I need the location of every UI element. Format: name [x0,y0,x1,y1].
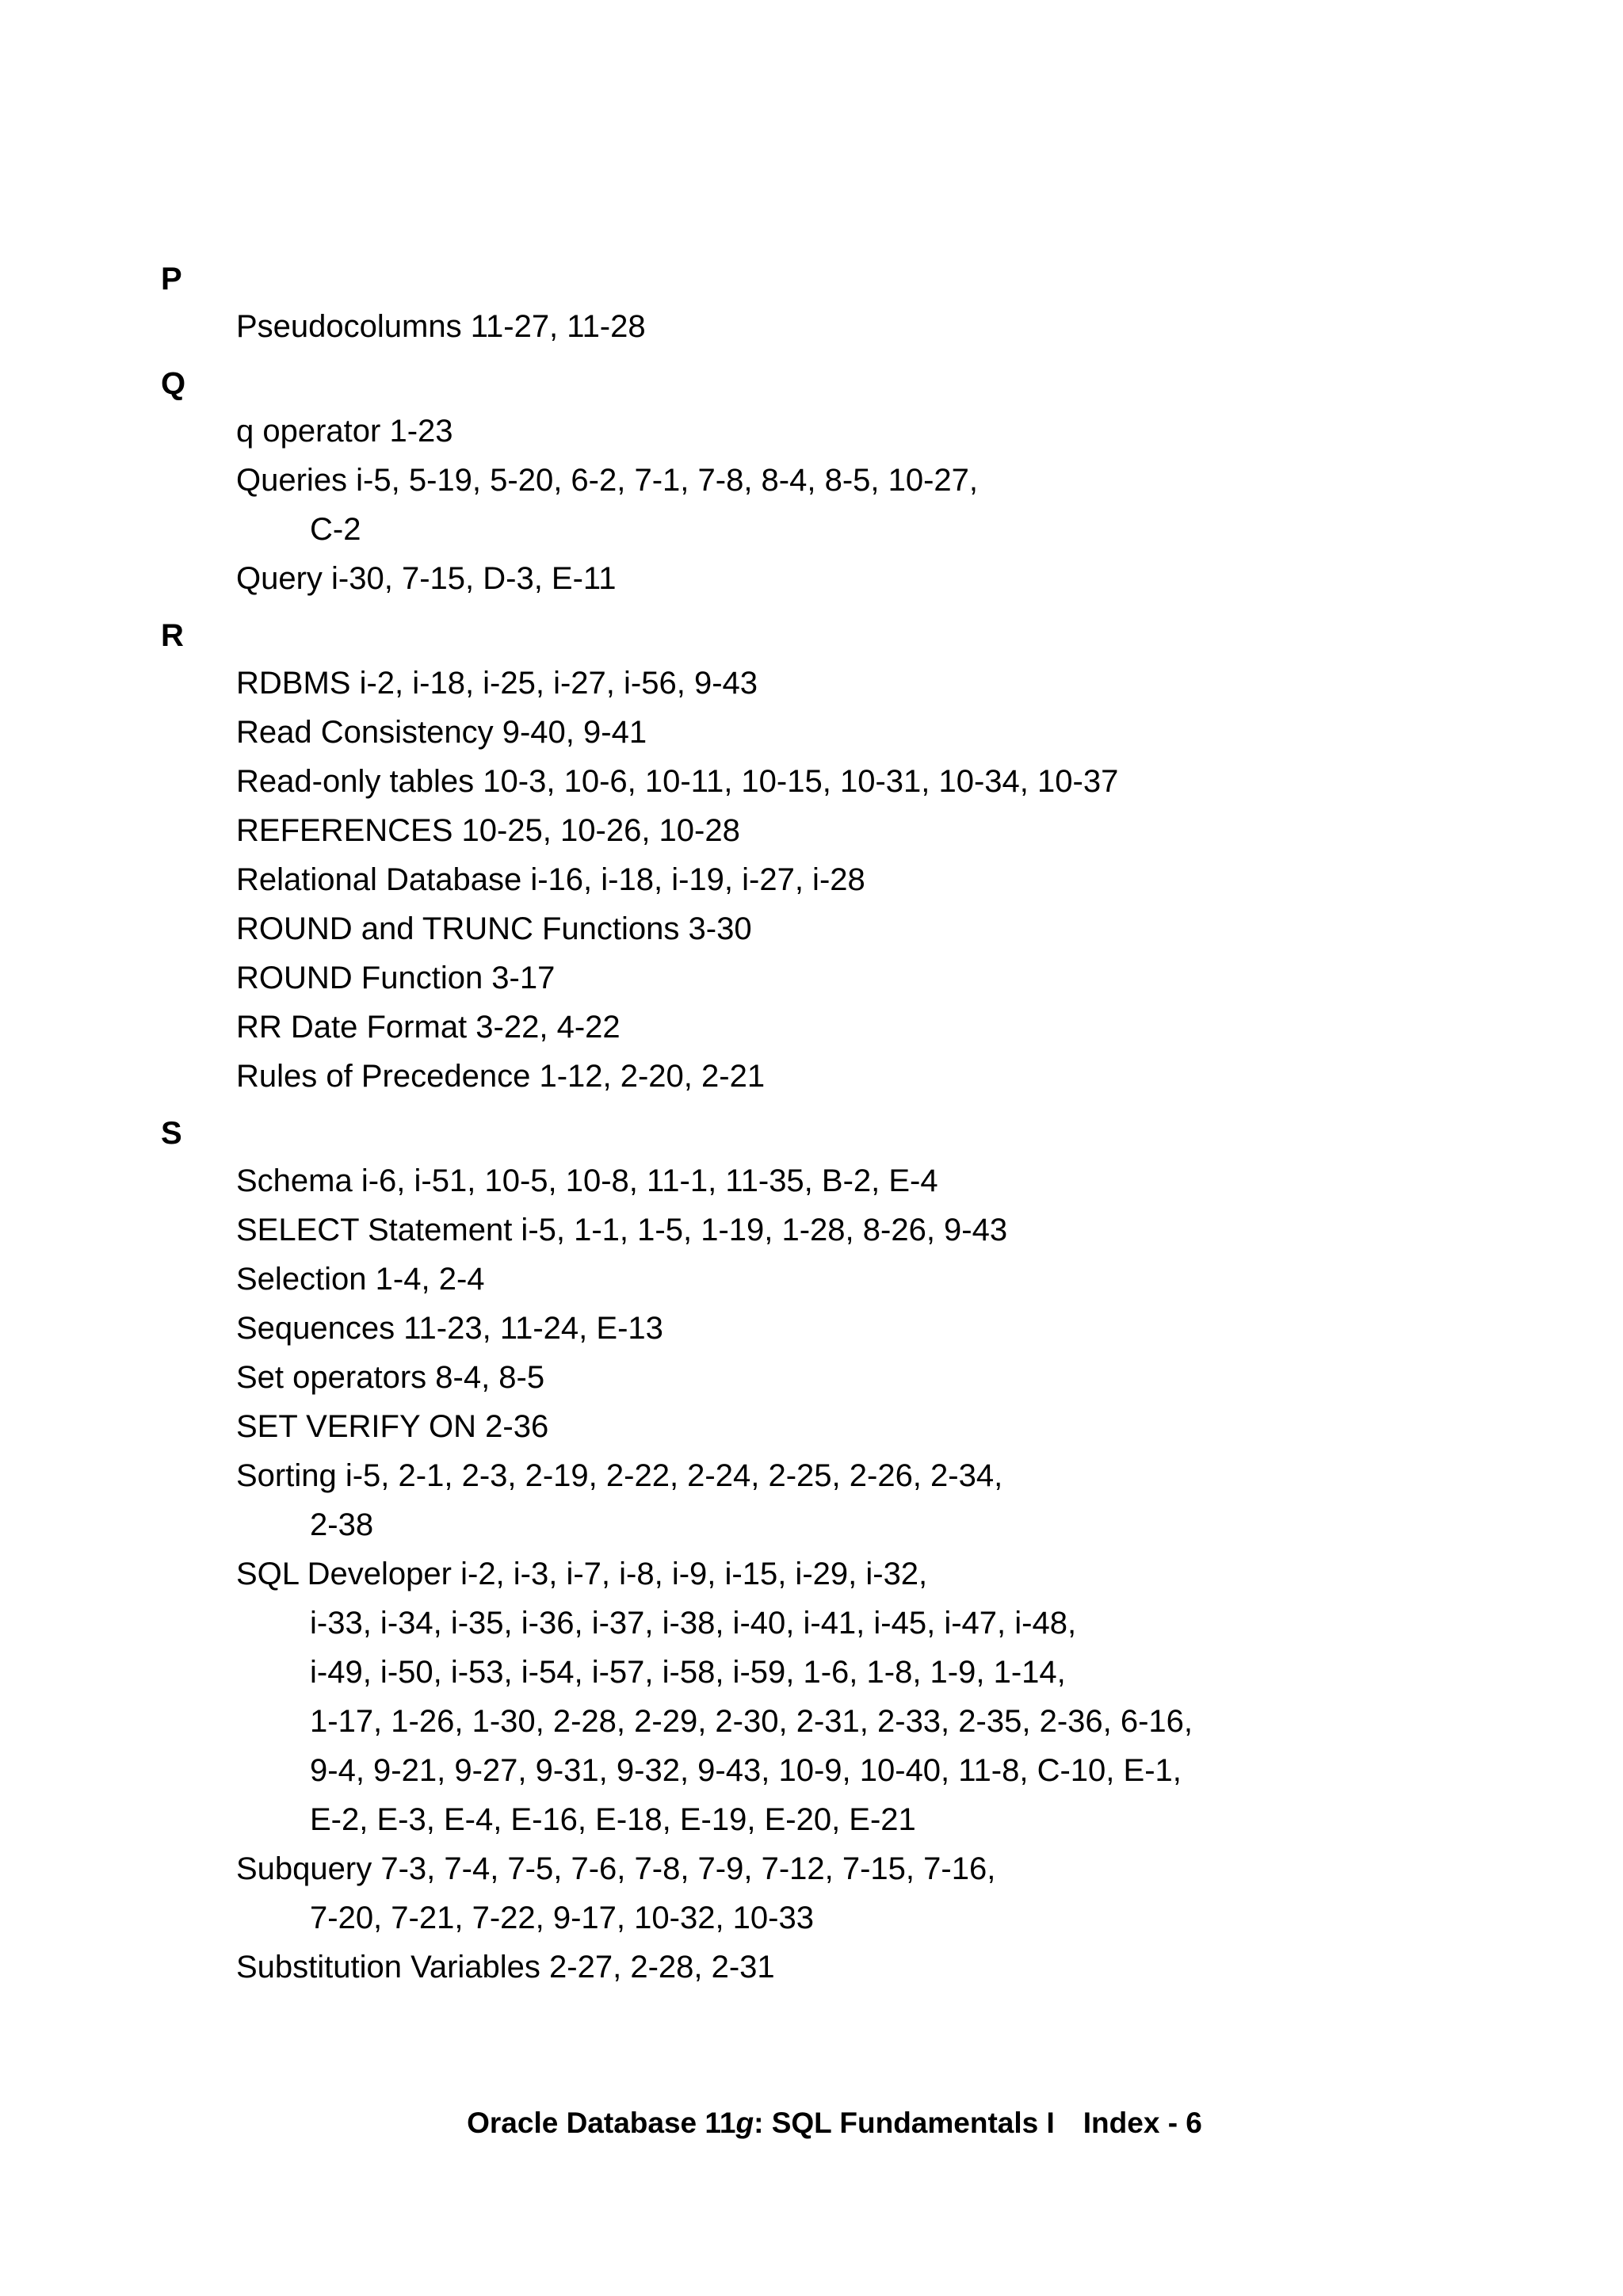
index-entry-text: Relational Database i-16, i-18, i-19, i-27, i-28 [236,862,865,897]
index-entry-text: Sorting i-5, 2-1, 2-3, 2-19, 2-22, 2-24, 2-25, 2-26, 2-34, [236,1458,1003,1493]
index-entry-text: Subquery 7-3, 7-4, 7-5, 7-6, 7-8, 7-9, 7-12, 7-15, 7-16, [236,1851,996,1886]
index-entry [161,1549,1461,1844]
index-entry [161,407,1461,456]
index-entry [161,1451,1461,1549]
index-entry-continuation: 9-4, 9-21, 9-27, 9-31, 9-32, 9-43, 10-9, 10-40, 11-8, C-10, E-1, [310,1753,1182,1788]
index-page [161,256,1461,1992]
index-entry-text: q operator 1-23 [236,414,453,449]
index-entry-text: Query i-30, 7-15, D-3, E-11 [236,561,617,596]
index-entry-text: Sequences 11-23, 11-24, E-13 [236,1311,663,1346]
index-entry [161,757,1461,806]
index-sections [161,256,1461,1992]
index-entry [161,953,1461,1003]
index-section-q [161,361,1461,603]
index-entry-text: ROUND Function 3-17 [236,961,556,995]
index-entry-continuation: C-2 [310,512,361,547]
index-entry-text: RR Date Format 3-22, 4-22 [236,1010,621,1045]
index-entry [161,904,1461,953]
index-entry [161,1304,1461,1353]
footer-page-number: Index - 6 [1083,2107,1202,2139]
index-entry-text: Schema i-6, i-51, 10-5, 10-8, 11-1, 11-35, B-2, E-4 [236,1163,938,1198]
section-letter-heading: R [161,618,184,653]
index-section-s [161,1110,1461,1992]
index-entry [161,806,1461,855]
index-entry-continuation: 2-38 [310,1507,374,1542]
index-entry-text: Read Consistency 9-40, 9-41 [236,715,647,750]
index-entry [161,659,1461,708]
index-section-r [161,613,1461,1101]
index-entry-continuation: i-49, i-50, i-53, i-54, i-57, i-58, i-59, 1-6, 1-8, 1-9, 1-14, [310,1655,1066,1690]
index-section-p [161,256,1461,351]
index-entry [161,1052,1461,1101]
index-entry-continuation: i-33, i-34, i-35, i-36, i-37, i-38, i-40, i-41, i-45, i-47, i-48, [310,1606,1077,1641]
index-entry [161,1844,1461,1943]
index-entry [161,1156,1461,1205]
index-entry [161,1003,1461,1052]
index-entry-text: ROUND and TRUNC Functions 3-30 [236,911,752,946]
index-entry [161,456,1461,554]
section-letter-heading: Q [161,366,186,401]
index-entry-list [161,1156,1461,1992]
index-entry-text: REFERENCES 10-25, 10-26, 10-28 [236,813,740,848]
index-entry [161,1353,1461,1402]
index-entry-text: Rules of Precedence 1-12, 2-20, 2-21 [236,1059,766,1094]
index-entry [161,1943,1461,1992]
section-letter-heading: S [161,1116,182,1151]
index-entry [161,554,1461,603]
index-entry [161,855,1461,904]
index-entry [161,1402,1461,1451]
index-entry-text: Queries i-5, 5-19, 5-20, 6-2, 7-1, 7-8, 8-4, 8-5, 10-27, [236,463,979,498]
index-entry-continuation: 7-20, 7-21, 7-22, 9-17, 10-32, 10-33 [310,1901,814,1935]
footer-book-title: Oracle Database 11g: SQL Fundamentals I [467,2107,1055,2139]
page-footer [0,2103,1623,2143]
index-entry-text: Pseudocolumns 11-27, 11-28 [236,309,646,344]
index-entry-continuation: 1-17, 1-26, 1-30, 2-28, 2-29, 2-30, 2-31, 2-33, 2-35, 2-36, 6-16, [310,1704,1193,1739]
index-entry-text: Read-only tables 10-3, 10-6, 10-11, 10-15, 10-31, 10-34, 10-37 [236,764,1119,799]
index-entry [161,302,1461,351]
index-entry-list [161,302,1461,351]
index-entry [161,1205,1461,1255]
index-entry-list [161,407,1461,603]
index-entry [161,1255,1461,1304]
index-entry-text: Selection 1-4, 2-4 [236,1262,485,1297]
index-entry-text: SQL Developer i-2, i-3, i-7, i-8, i-9, i-15, i-29, i-32, [236,1557,928,1591]
index-entry-text: Substitution Variables 2-27, 2-28, 2-31 [236,1950,775,1985]
index-entry [161,708,1461,757]
index-entry-list [161,659,1461,1101]
index-entry-text: SET VERIFY ON 2-36 [236,1409,549,1444]
index-entry-continuation: E-2, E-3, E-4, E-16, E-18, E-19, E-20, E-21 [310,1802,916,1837]
section-letter-heading: P [161,262,182,296]
index-entry-text: SELECT Statement i-5, 1-1, 1-5, 1-19, 1-28, 8-26, 9-43 [236,1213,1008,1247]
index-entry-text: Set operators 8-4, 8-5 [236,1360,545,1395]
index-entry-text: RDBMS i-2, i-18, i-25, i-27, i-56, 9-43 [236,666,758,701]
